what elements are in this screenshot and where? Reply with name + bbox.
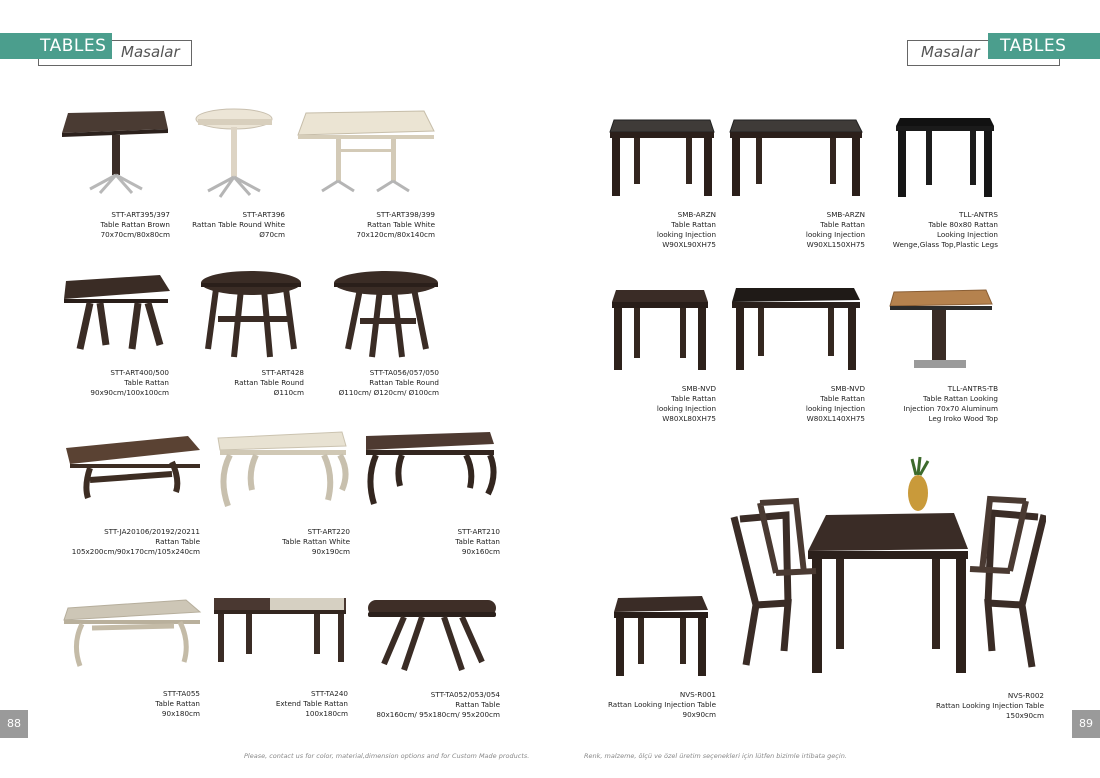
product-caption: NVS-R001 Rattan Looking Injection Table 90x90cm xyxy=(607,690,716,719)
product-stt-art210[interactable] xyxy=(362,428,502,563)
product-image xyxy=(364,594,500,674)
product-caption: STT-ART220 Table Rattan White 90x190cm xyxy=(282,527,350,556)
product-stt-art395[interactable] xyxy=(60,105,172,245)
product-caption: STT-ART400/500 Table Rattan 90x90cm/100x100cm xyxy=(90,368,169,397)
product-caption: STT-ART395/397 Table Rattan Brown 70x70cm/80x80cm xyxy=(100,210,170,239)
product-caption: STT-TA240 Extend Table Rattan 100x180cm xyxy=(275,689,348,718)
product-caption: STT-ART428 Rattan Table Round Ø110cm xyxy=(234,368,304,397)
product-caption: STT-ART398/399 Rattan Table White 70x120cm/80x140cm xyxy=(356,210,435,239)
header-left xyxy=(0,33,200,59)
product-nvs-r002[interactable] xyxy=(726,455,1046,725)
product-smb-arzn-90[interactable] xyxy=(606,112,718,257)
product-caption: STT-TA055 Table Rattan 90x180cm xyxy=(155,689,200,718)
product-nvs-r001[interactable] xyxy=(600,590,718,722)
product-image xyxy=(60,105,172,200)
product-image xyxy=(726,112,866,202)
header-right-title: TABLES xyxy=(988,33,1100,59)
product-stt-art220[interactable] xyxy=(214,428,354,563)
product-image xyxy=(196,265,306,360)
product-stt-art400[interactable] xyxy=(60,265,175,405)
product-image xyxy=(330,265,442,360)
product-image xyxy=(190,105,280,200)
product-caption: STT-JA20106/20192/20211 Rattan Table 105x200cm/90x170cm/105x240cm xyxy=(71,527,200,556)
header-right-subtitle: Masalar xyxy=(921,43,980,61)
product-image xyxy=(60,265,172,360)
header-right xyxy=(900,33,1100,59)
product-image xyxy=(606,112,716,202)
header-left-title: TABLES xyxy=(0,33,112,59)
product-smb-nvd-140[interactable] xyxy=(730,282,868,427)
product-image xyxy=(210,594,350,674)
product-stt-ta055[interactable] xyxy=(62,594,202,724)
page-number-left: 88 xyxy=(0,710,28,738)
product-image xyxy=(296,105,436,200)
product-image xyxy=(62,594,202,674)
product-caption: SMB-ARZN Table Rattan looking Injection W90XL90XH75 xyxy=(656,210,716,249)
product-caption: TLL-ANTRS Table 80x80 Rattan Looking Injection Wenge,Glass Top,Plastic Legs xyxy=(892,210,998,249)
product-smb-nvd-80[interactable] xyxy=(606,282,718,427)
product-image xyxy=(886,282,998,377)
product-image xyxy=(730,282,864,377)
product-caption: SMB-ARZN Table Rattan looking Injection W90XL150XH75 xyxy=(805,210,865,249)
footer-note-en: Please, contact us for color, material,dimension options and for Custom Made products. xyxy=(244,752,530,760)
footer-note-tr: Renk, malzeme, ölçü ve özel üretim seçenekleri için lütfen bizimle irtibata geçin. xyxy=(584,752,847,760)
product-image xyxy=(60,428,202,508)
page-number-right: 89 xyxy=(1072,710,1100,738)
product-caption: STT-ART210 Table Rattan 90x160cm xyxy=(455,527,500,556)
product-image xyxy=(886,112,998,202)
product-tll-antrs[interactable] xyxy=(886,112,1000,257)
product-image xyxy=(362,428,498,508)
product-image xyxy=(606,282,716,377)
product-stt-art398[interactable] xyxy=(296,105,438,245)
product-caption: TLL-ANTRS-TB Table Rattan Looking Injection 70x70 Aluminum Leg Iroko Wood Top xyxy=(903,384,998,423)
product-caption: NVS-R002 Rattan Looking Injection Table 150x90cm xyxy=(935,691,1044,720)
product-image xyxy=(214,428,350,508)
product-image xyxy=(612,590,712,684)
product-smb-arzn-150[interactable] xyxy=(726,112,868,257)
product-caption: STT-TA052/053/054 Rattan Table 80x160cm/ 95x180cm/ 95x200cm xyxy=(376,690,500,719)
product-caption: STT-ART396 Rattan Table Round White Ø70cm xyxy=(192,210,285,239)
product-stt-ta240[interactable] xyxy=(210,594,354,724)
product-stt-art396[interactable] xyxy=(190,105,290,245)
header-left-subtitle: Masalar xyxy=(121,43,180,61)
product-caption: SMB-NVD Table Rattan looking Injection W80XL80XH75 xyxy=(656,384,716,423)
product-stt-art428[interactable] xyxy=(196,265,306,405)
product-stt-ja20106[interactable] xyxy=(60,428,202,563)
product-tll-antrs-tb[interactable] xyxy=(886,282,1000,427)
product-caption: SMB-NVD Table Rattan looking Injection W80XL140XH75 xyxy=(805,384,865,423)
product-stt-ta052[interactable] xyxy=(364,594,504,724)
product-stt-ta056[interactable] xyxy=(330,265,442,405)
product-caption: STT-TA056/057/050 Rattan Table Round Ø110cm/ Ø120cm/ Ø100cm xyxy=(338,368,439,397)
product-image xyxy=(726,455,1046,680)
